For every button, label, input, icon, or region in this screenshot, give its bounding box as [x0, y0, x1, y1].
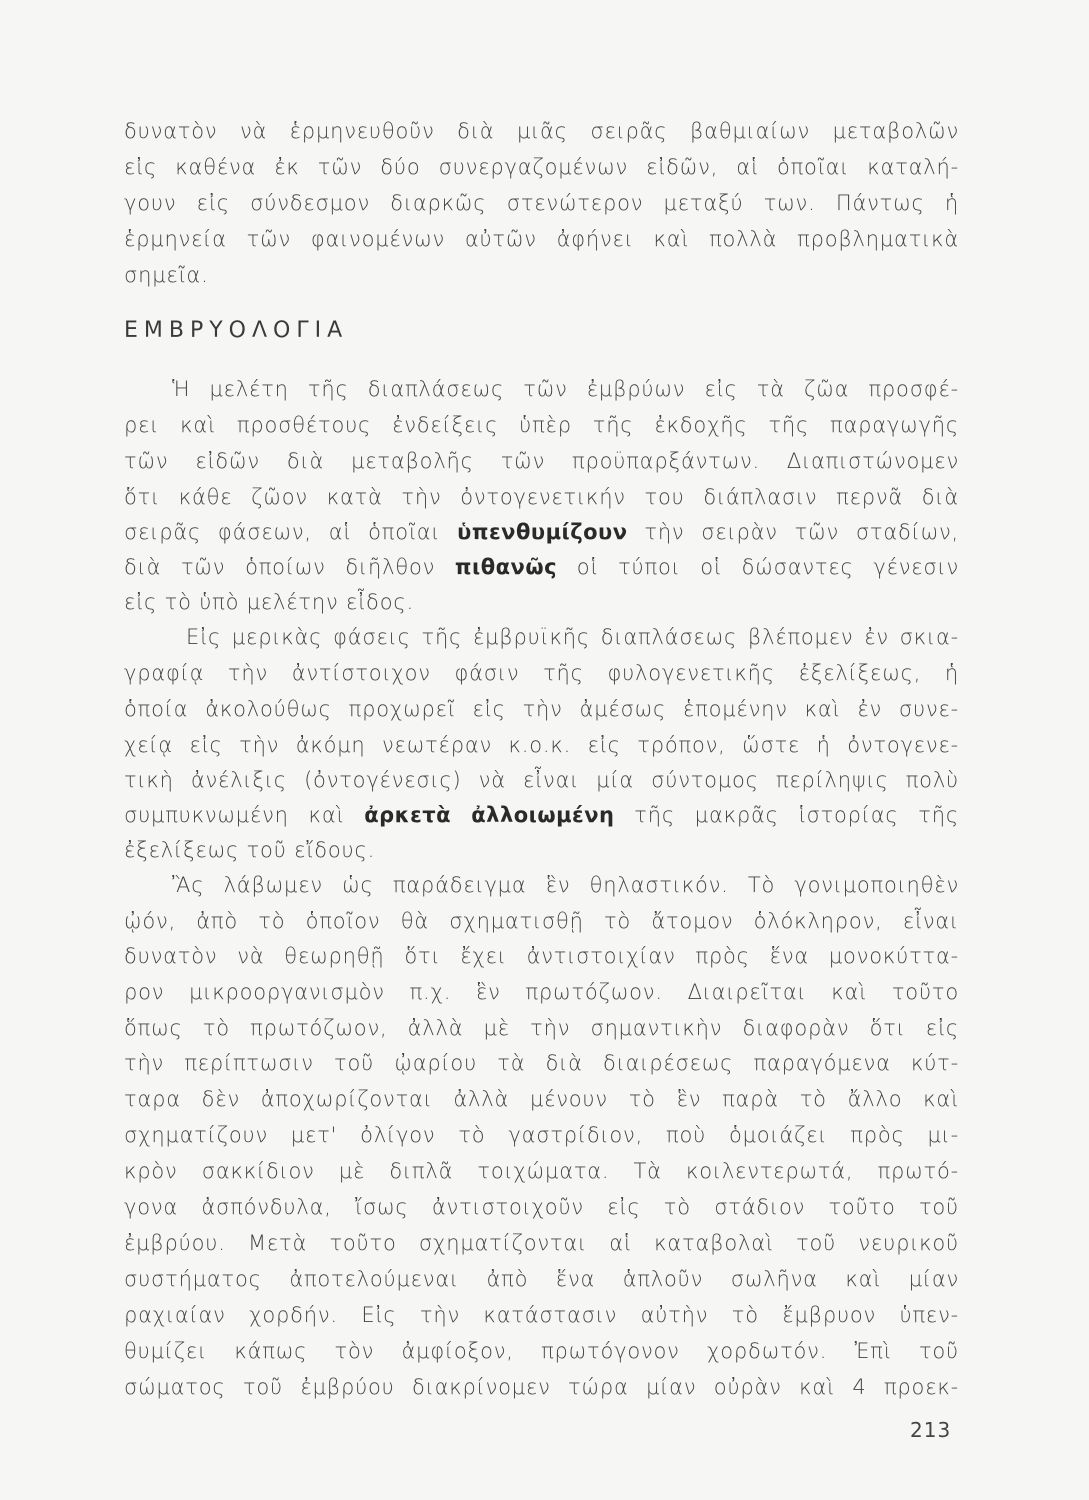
text-line: σημεῖα. [124, 263, 209, 287]
text-line: χείᾳ εἰς τὴν ἀκόμη νεωτέραν κ.ο.κ. εἰς τρόπον, ὥστε ἡ ὀντογενε- [124, 733, 959, 757]
text-line: ρον μικροοργανισμὸν π.χ. ἓν πρωτόζωον. Διαιρεῖται καὶ τοῦτο [124, 980, 959, 1004]
bold-term: ἀρκετὰ ἀλλοιωμένη [364, 803, 615, 827]
text-line: ρει καὶ προσθέτους ἐνδείξεις ὑπὲρ τῆς ἐκδοχῆς τῆς παραγωγῆς [124, 413, 959, 437]
text-line: τικὴ ἀνέλιξις (ὀντογένεσις) νὰ εἶναι μία σύντομος περίληψις πολὺ [124, 768, 959, 792]
text-line: ἐξελίξεως τοῦ εἴδους. [124, 838, 376, 862]
text-line: ὁποία ἀκολούθως προχωρεῖ εἰς τὴν ἀμέσως ἑπομένην καὶ ἐν συνε- [124, 697, 959, 721]
section-heading: ΕΜΒΡΥΟΛΟΓΙΑ [124, 318, 349, 343]
text-segment: τὴν σειρὰν τῶν σταδίων, [627, 520, 959, 544]
text-line: ραχιαίαν χορδήν. Εἰς τὴν κατάστασιν αὐτὴν τὸ ἔμβρυον ὑπεν- [124, 1303, 959, 1327]
text-line: γουν εἰς σύνδεσμον διαρκῶς στενώτερον μεταξύ των. Πάντως ἡ [124, 191, 959, 215]
text-line: ταρα δὲν ἀποχωρίζονται ἀλλὰ μένουν τὸ ἓν παρὰ τὸ ἄλλο καὶ [124, 1087, 959, 1111]
text-line: εἰς καθένα ἐκ τῶν δύο συνεργαζομένων εἰδῶν, αἱ ὁποῖαι καταλή- [124, 155, 959, 179]
text-line: κρὸν σακκίδιον μὲ διπλᾶ τοιχώματα. Τὰ κοιλεντερωτά, πρωτό- [124, 1159, 959, 1183]
text-segment: οἱ τύποι οἱ δώσαντες γένεσιν [557, 555, 959, 579]
text-line: θυμίζει κάπως τὸν ἀμφίοξον, πρωτόγονον χορδωτόν. Ἐπὶ τοῦ [124, 1339, 959, 1363]
text-line: ᾠόν, ἀπὸ τὸ ὁποῖον θὰ σχηματισθῇ τὸ ἄτομον ὁλόκληρον, εἶναι [124, 909, 959, 933]
text-segment: συμπυκνωμένη καὶ [124, 803, 365, 827]
bold-term: ὑπενθυμίζουν [457, 520, 628, 544]
text-line: σώματος τοῦ ἐμβρύου διακρίνομεν τώρα μίαν οὐρὰν καὶ 4 προεκ- [124, 1375, 959, 1399]
text-line: ὅτι κάθε ζῶον κατὰ τὴν ὀντογενετικήν του διάπλασιν περνᾶ διὰ [124, 485, 959, 509]
text-segment: διὰ τῶν ὁποίων διῆλθον [124, 555, 455, 579]
text-line: συστήματος ἀποτελούμεναι ἀπὸ ἕνα ἁπλοῦν σωλῆνα καὶ μίαν [124, 1267, 959, 1291]
text-line: δυνατὸν νὰ ἑρμηνευθοῦν διὰ μιᾶς σειρᾶς βαθμιαίων μεταβολῶν [124, 119, 959, 143]
text-line: σχηματίζουν μετ' ὀλίγον τὸ γαστρίδιον, ποὺ ὁμοιάζει πρὸς μι- [124, 1123, 959, 1147]
text-line: τὴν περίπτωσιν τοῦ ᾠαρίου τὰ διὰ διαιρέσεως παραγόμενα κύτ- [124, 1051, 959, 1075]
text-line [124, 517, 959, 547]
text-line: Ἂς λάβωμεν ὡς παράδειγμα ἓν θηλαστικόν. Τὸ γονιμοποιηθὲν [172, 873, 959, 897]
text-line: Εἰς μερικὰς φάσεις τῆς ἐμβρυϊκῆς διαπλάσεως βλέπομεν ἐν σκια- [186, 625, 959, 649]
page-number: 213 [910, 1418, 952, 1442]
text-line [124, 800, 959, 830]
text-segment: σειρᾶς φάσεων, αἱ ὁποῖαι [124, 520, 458, 544]
text-line: ἑρμηνεία τῶν φαινομένων αὐτῶν ἀφήνει καὶ πολλὰ προβληματικὰ [124, 227, 959, 251]
text-line: γονα ἀσπόνδυλα, ἴσως ἀντιστοιχοῦν εἰς τὸ στάδιον τοῦτο τοῦ [124, 1195, 959, 1219]
text-line: τῶν εἰδῶν διὰ μεταβολῆς τῶν προϋπαρξάντων. Διαπιστώνομεν [124, 449, 959, 473]
text-segment: τῆς μακρᾶς ἱστορίας τῆς [614, 803, 959, 827]
bold-term: πιθανῶς [454, 555, 558, 579]
text-line: ὅπως τὸ πρωτόζωον, ἀλλὰ μὲ τὴν σημαντικὴν διαφορὰν ὅτι εἰς [124, 1016, 959, 1040]
text-line: Ἡ μελέτη τῆς διαπλάσεως τῶν ἐμβρύων εἰς τὰ ζῶα προσφέ- [172, 377, 959, 401]
text-line: δυνατὸν νὰ θεωρηθῇ ὅτι ἔχει ἀντιστοιχίαν πρὸς ἕνα μονοκύττα- [124, 944, 959, 968]
text-line: γραφίᾳ τὴν ἀντίστοιχον φάσιν τῆς φυλογενετικῆς ἐξελίξεως, ἡ [124, 661, 959, 685]
text-line [124, 552, 959, 582]
text-line: εἰς τὸ ὑπὸ μελέτην εἶδος. [124, 590, 414, 614]
text-line: ἐμβρύου. Μετὰ τοῦτο σχηματίζονται αἱ καταβολαὶ τοῦ νευρικοῦ [124, 1231, 959, 1255]
